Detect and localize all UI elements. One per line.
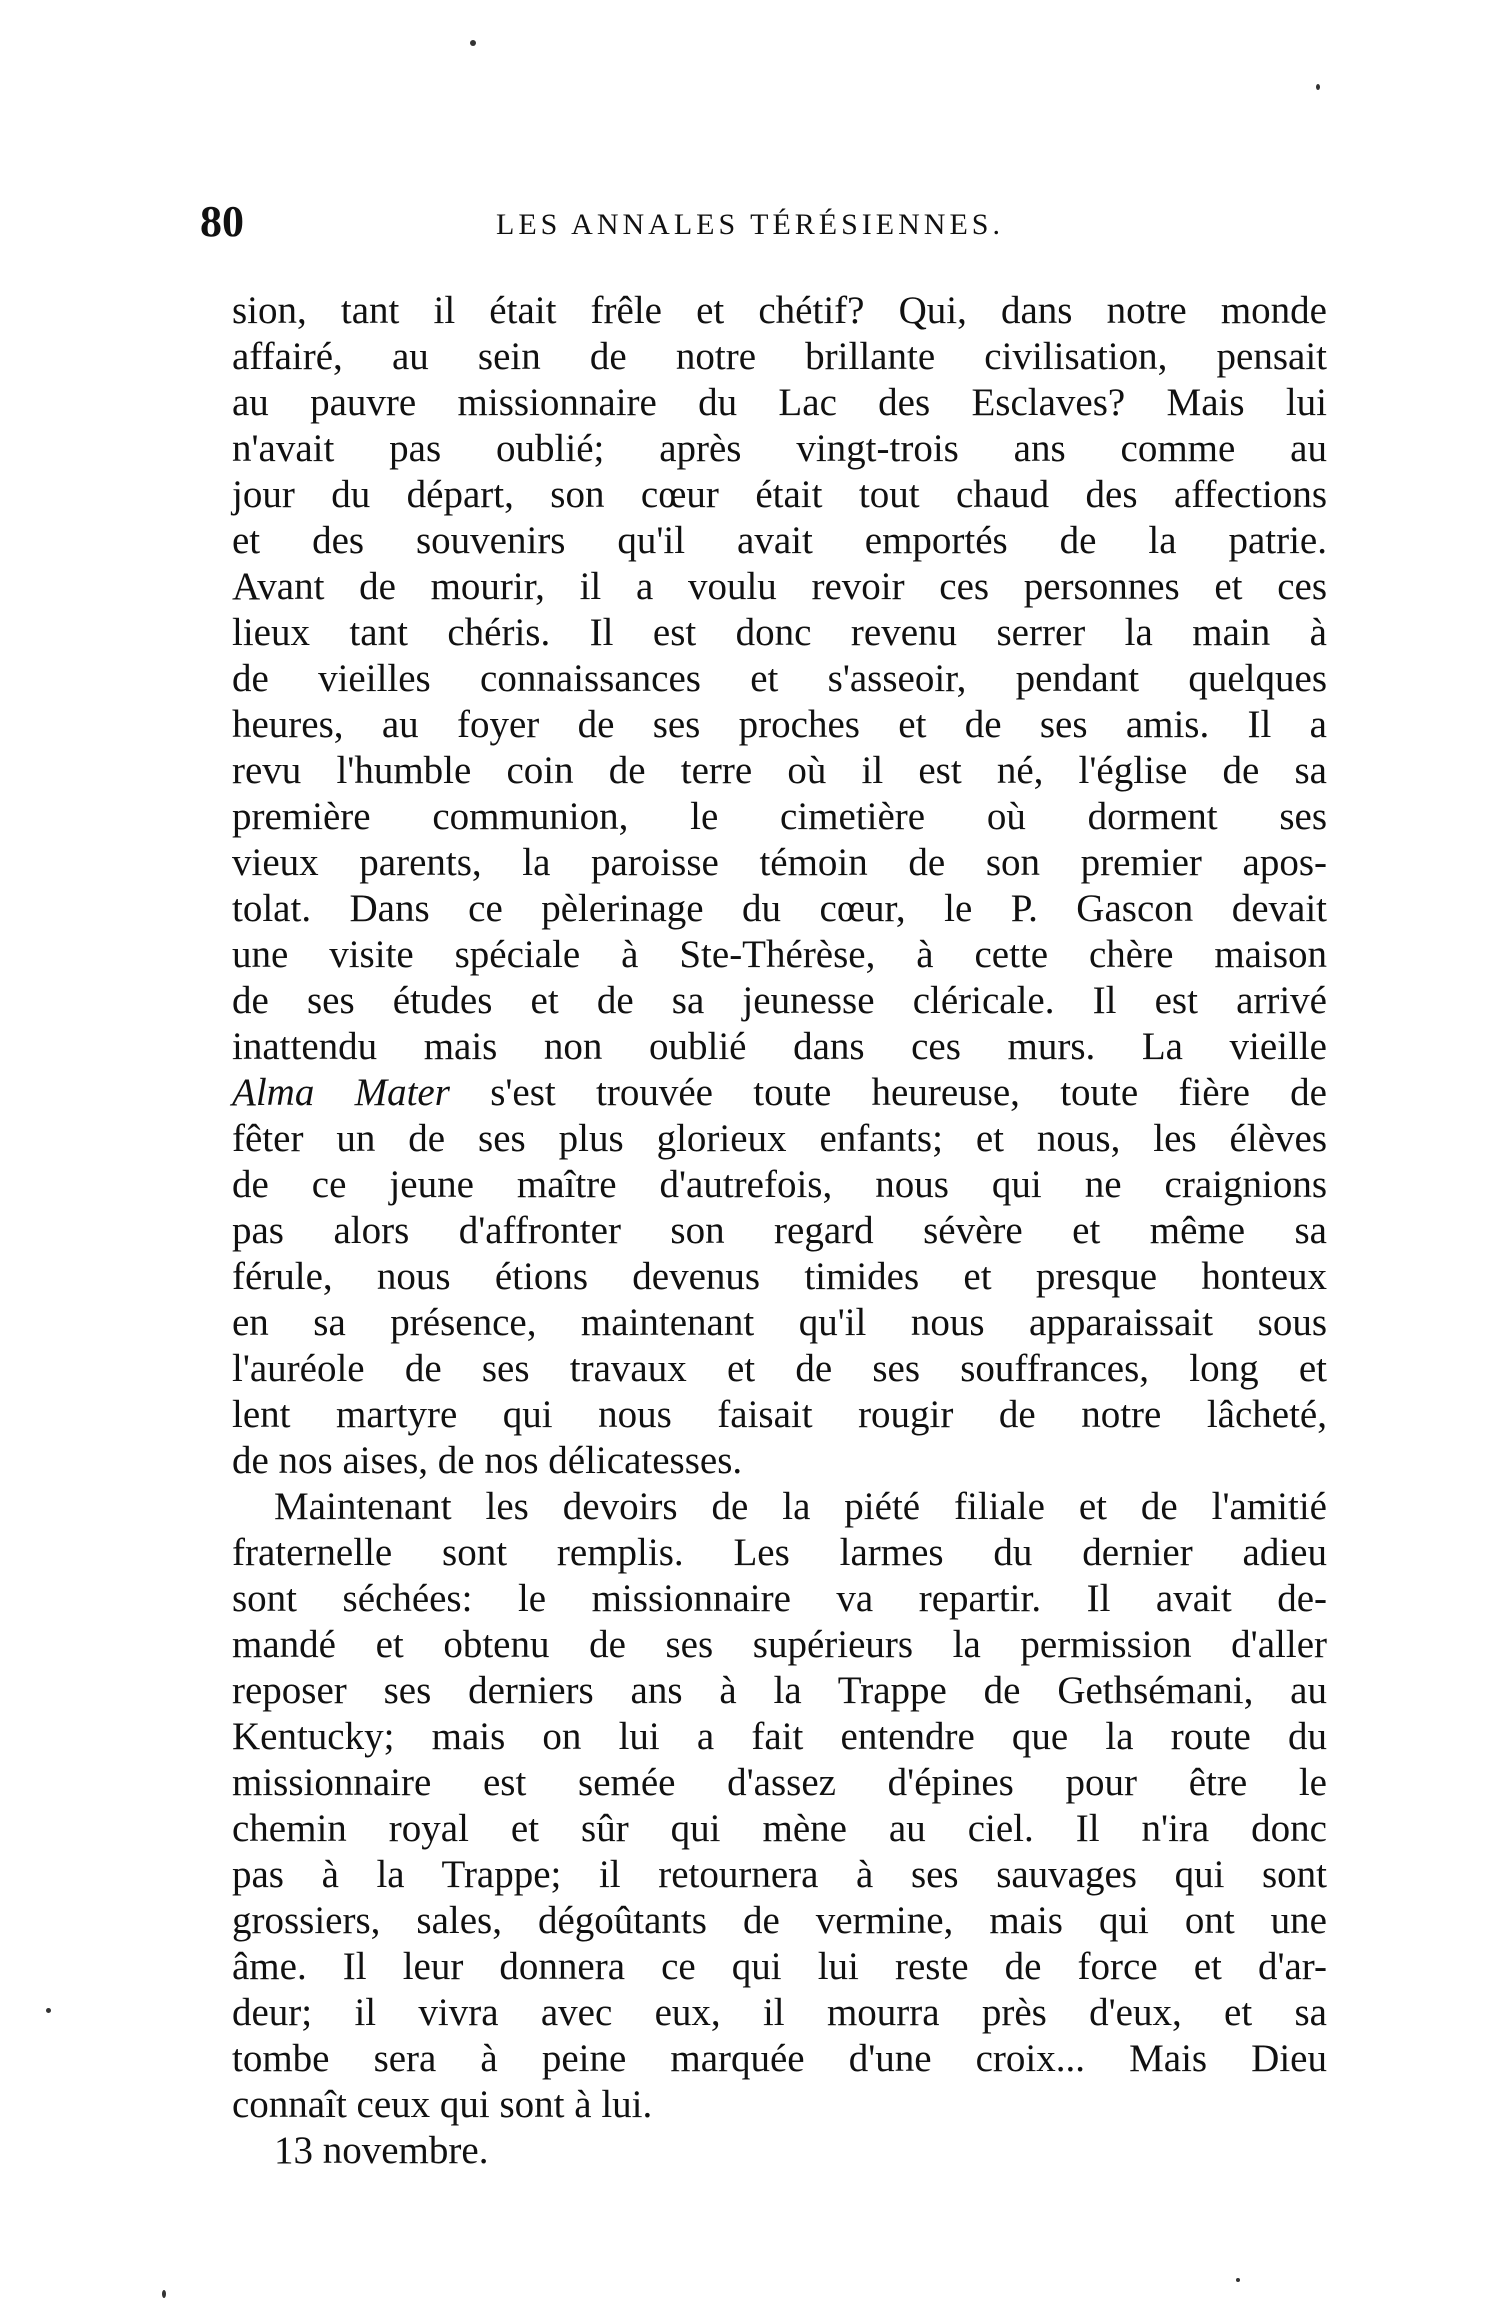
text-line: revu l'humble coin de terre où il est né, l'église de sa bbox=[232, 749, 1327, 792]
text-line: tolat. Dans ce pèlerinage du cœur, le P. Gascon devait bbox=[232, 887, 1327, 930]
text-line: pas à la Trappe; il retournera à ses sauvages qui sont bbox=[232, 1853, 1327, 1896]
text-line: première communion, le cimetière où dorment ses bbox=[232, 795, 1327, 838]
text-line: reposer ses derniers ans à la Trappe de Gethsémani, au bbox=[232, 1669, 1327, 1712]
text-line: vieux parents, la paroisse témoin de son premier apos- bbox=[232, 841, 1327, 884]
text-line: de vieilles connaissances et s'asseoir, pendant quelques bbox=[232, 657, 1327, 700]
text-line: heures, au foyer de ses proches et de ses amis. Il a bbox=[232, 703, 1327, 746]
text-line: et des souvenirs qu'il avait emportés de la patrie. bbox=[232, 519, 1327, 562]
text-line: missionnaire est semée d'assez d'épines pour être le bbox=[232, 1761, 1327, 1804]
text-line: sont séchées: le missionnaire va repartir. Il avait de- bbox=[232, 1577, 1327, 1620]
text-line: en sa présence, maintenant qu'il nous apparaissait sous bbox=[232, 1301, 1327, 1344]
print-speck bbox=[1316, 84, 1320, 90]
text-line: l'auréole de ses travaux et de ses souffrances, long et bbox=[232, 1347, 1327, 1390]
print-speck bbox=[1236, 2278, 1240, 2282]
text-line: lieux tant chéris. Il est donc revenu serrer la main à bbox=[232, 611, 1327, 654]
text-line: chemin royal et sûr qui mène au ciel. Il n'ira donc bbox=[232, 1807, 1327, 1850]
text-line: au pauvre missionnaire du Lac des Esclaves? Mais lui bbox=[232, 381, 1327, 424]
text-line: âme. Il leur donnera ce qui lui reste de force et d'ar- bbox=[232, 1945, 1327, 1988]
paragraph-1 bbox=[232, 288, 1327, 1484]
page-header bbox=[200, 196, 1300, 256]
text-line: inattendu mais non oublié dans ces murs. La vieille bbox=[232, 1025, 1327, 1068]
text-line: deur; il vivra avec eux, il mourra près d'eux, et sa bbox=[232, 1991, 1327, 2034]
text-line: n'avait pas oublié; après vingt-trois ans comme au bbox=[232, 427, 1327, 470]
text-line: connaît ceux qui sont à lui. bbox=[232, 2083, 653, 2126]
body-text bbox=[232, 288, 1327, 2174]
text-line: jour du départ, son cœur était tout chaud des affections bbox=[232, 473, 1327, 516]
text-line: de ses études et de sa jeunesse cléricale. Il est arrivé bbox=[232, 979, 1327, 1022]
text-line: lent martyre qui nous faisait rougir de notre lâcheté, bbox=[232, 1393, 1327, 1436]
text-line: pas alors d'affronter son regard sévère et même sa bbox=[232, 1209, 1327, 1252]
text-line: férule, nous étions devenus timides et presque honteux bbox=[232, 1255, 1327, 1298]
text-line: Avant de mourir, il a voulu revoir ces personnes et ces bbox=[232, 565, 1327, 608]
print-speck bbox=[162, 2290, 166, 2298]
text-line: de nos aises, de nos délicatesses. bbox=[232, 1439, 743, 1482]
text-line: Kentucky; mais on lui a fait entendre que la route du bbox=[232, 1715, 1327, 1758]
text-line: sion, tant il était frêle et chétif? Qui, dans notre monde bbox=[232, 289, 1327, 332]
text-line: fêter un de ses plus glorieux enfants; et nous, les élèves bbox=[232, 1117, 1327, 1160]
print-speck bbox=[470, 40, 476, 46]
running-title: LES ANNALES TÉRÉSIENNES. bbox=[496, 208, 1004, 241]
text-line: Alma Mater s'est trouvée toute heureuse, toute fière de bbox=[232, 1071, 1327, 1114]
text-line: fraternelle sont remplis. Les larmes du dernier adieu bbox=[232, 1531, 1327, 1574]
print-speck bbox=[46, 2008, 51, 2013]
text-line: grossiers, sales, dégoûtants de vermine, mais qui ont une bbox=[232, 1899, 1327, 1942]
text-line: de ce jeune maître d'autrefois, nous qui ne craignions bbox=[232, 1163, 1327, 1206]
text-line: une visite spéciale à Ste-Thérèse, à cette chère maison bbox=[232, 933, 1327, 976]
text-line: affairé, au sein de notre brillante civilisation, pensait bbox=[232, 335, 1327, 378]
paragraph-2 bbox=[232, 1484, 1327, 2128]
text-line: tombe sera à peine marquée d'une croix... Mais Dieu bbox=[232, 2037, 1327, 2080]
date-line: 13 novembre. bbox=[274, 2129, 489, 2172]
text-line: Maintenant les devoirs de la piété filiale et de l'amitié bbox=[274, 1485, 1327, 1528]
page-number: 80 bbox=[200, 197, 244, 246]
text-line: mandé et obtenu de ses supérieurs la permission d'aller bbox=[232, 1623, 1327, 1666]
